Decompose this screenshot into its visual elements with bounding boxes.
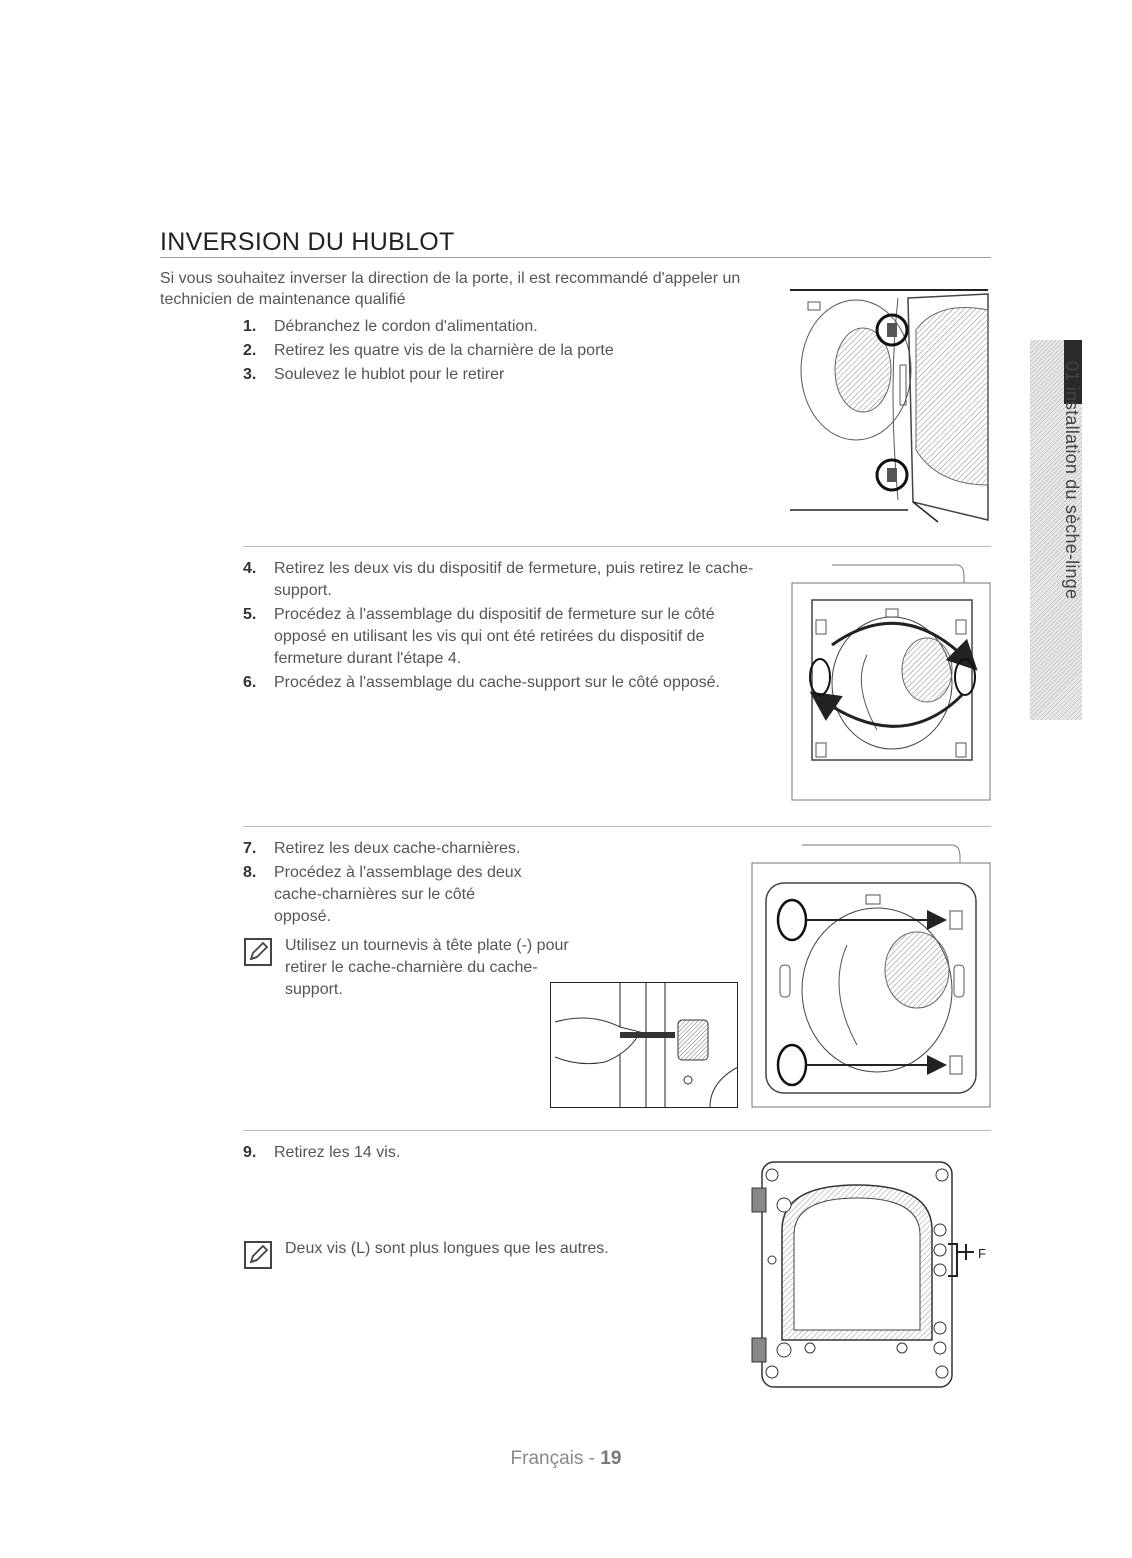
step-item: [243, 672, 763, 694]
section-divider: [243, 1130, 991, 1131]
step-item: [243, 340, 763, 362]
steps-section-4: [243, 1142, 683, 1166]
figure-hinge-cover-swap: [752, 845, 992, 1107]
section-divider: [243, 546, 991, 547]
step-number: 3.: [243, 366, 257, 383]
step-number: 7.: [243, 840, 257, 857]
step-text: Soulevez le hublot pour le retirer: [274, 366, 505, 383]
step-text: Retirez les deux vis du dispositif de fermeture, puis retirez le cache-support.: [274, 560, 754, 599]
step-text: Procédez à l'assemblage des deux cache-charnières sur le côté opposé.: [274, 864, 522, 925]
figure-latch-swap: [792, 565, 992, 800]
step-text: Procédez à l'assemblage du dispositif de fermeture sur le côté opposé en utilisant les vis qui ont été retirées du dispositif de fermeture durant l'étape 4.: [274, 606, 715, 667]
step-number: 9.: [243, 1144, 257, 1161]
step-text: Débranchez le cordon d'alimentation.: [274, 318, 538, 335]
page-number: 19: [600, 1448, 622, 1469]
section-divider: [243, 826, 991, 827]
step-item: [243, 838, 543, 860]
step-text: Retirez les deux cache-charnières.: [274, 840, 521, 857]
page-title: INVERSION DU HUBLOT: [160, 228, 455, 256]
step-item: [243, 862, 524, 928]
steps-section-3: [243, 838, 543, 930]
figure-door-hinges: [788, 270, 993, 525]
step-item: [243, 316, 763, 338]
note-block: [243, 1238, 725, 1260]
note-text: Deux vis (L) sont plus longues que les autres.: [285, 1240, 609, 1257]
note-pencil-icon: [243, 937, 273, 967]
step-text: Retirez les quatre vis de la charnière de la porte: [274, 342, 614, 359]
footer-separator: -: [583, 1448, 601, 1469]
step-number: 1.: [243, 318, 257, 335]
title-rule: [160, 257, 991, 258]
page-footer: [0, 1448, 1132, 1470]
step-number: 6.: [243, 674, 257, 691]
step-number: 2.: [243, 342, 257, 359]
step-text: Retirez les 14 vis.: [274, 1144, 401, 1161]
figure-screwdriver-detail: [550, 982, 738, 1108]
intro-paragraph: Si vous souhaitez inverser la direction de la porte, il est recommandé d'appeler un technicien de maintenance qualifié: [160, 270, 741, 308]
note-block: [243, 935, 585, 1001]
steps-section-1: [243, 316, 763, 388]
step-text: Procédez à l'assemblage du cache-support sur le côté opposé.: [274, 674, 720, 691]
step-number: 5.: [243, 606, 257, 623]
footer-language: Français: [510, 1448, 584, 1469]
step-item: [243, 604, 763, 670]
steps-section-2: [243, 558, 763, 696]
step-number: 8.: [243, 864, 257, 881]
note-pencil-icon: [243, 1240, 273, 1270]
figure-label-f: F: [978, 1246, 986, 1261]
step-item: [243, 364, 763, 386]
chapter-tab-label: 01 installation du sèche-linge: [1062, 360, 1082, 600]
figure-door-screws: [752, 1160, 992, 1390]
note-text: Utilisez un tournevis à tête plate (-) pour retirer le cache-charnière du cache-support.: [285, 937, 569, 998]
step-number: 4.: [243, 560, 257, 577]
step-item: [243, 1142, 683, 1164]
step-item: [243, 558, 763, 602]
